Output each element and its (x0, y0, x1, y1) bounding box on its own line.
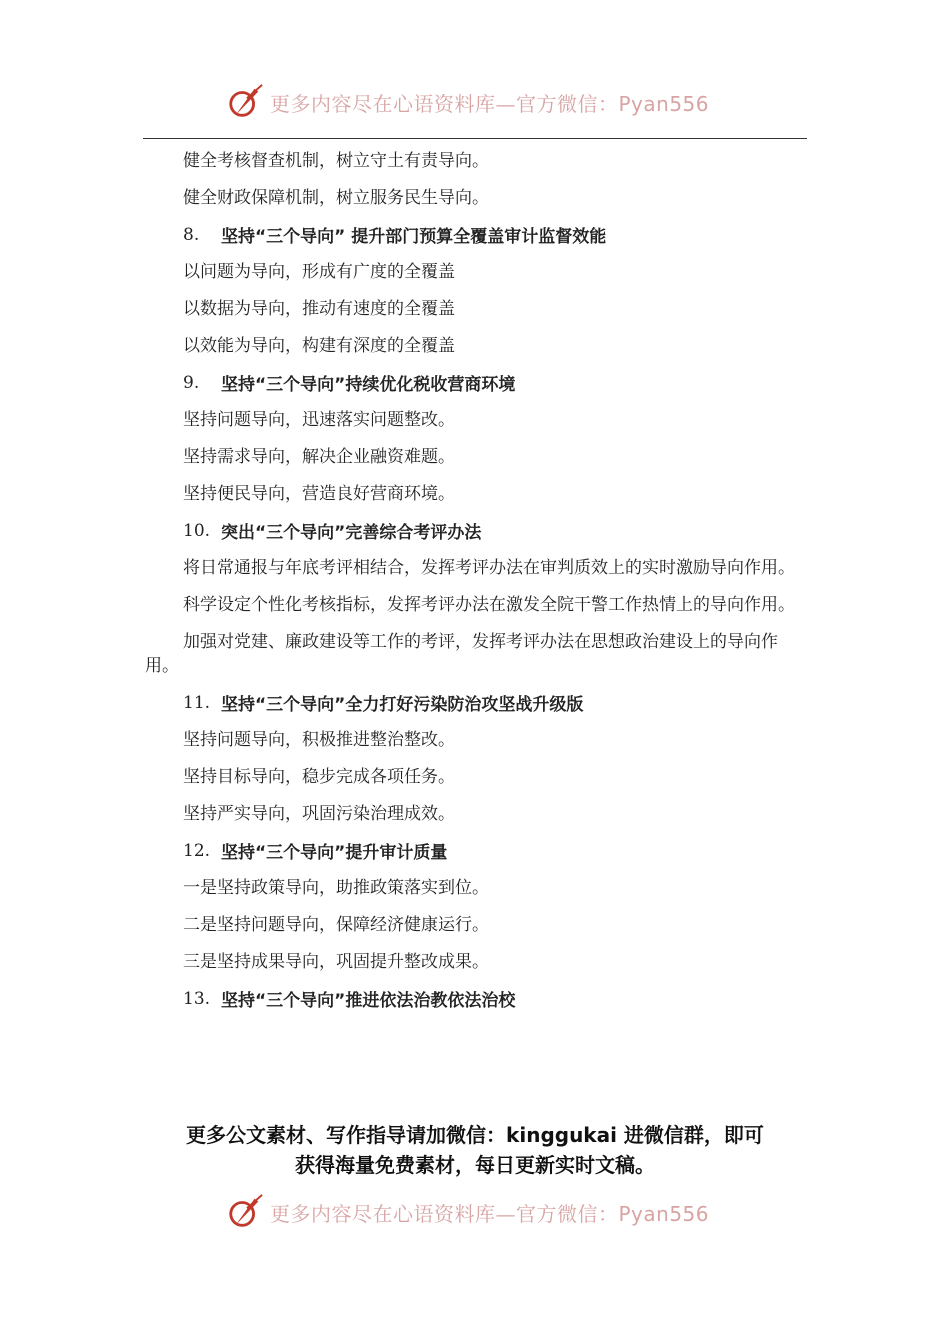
promo-line-2: 获得海量免费素材，每日更新实时文稿。 (295, 1153, 655, 1177)
banner-text: 更多内容尽在心语资料库—官方微信：Pyan556 (270, 91, 710, 116)
header-banner (0, 82, 950, 122)
quill-logo-icon (226, 1193, 264, 1231)
paragraph: 三是坚持成果导向，巩固提升整改成果。 (183, 951, 489, 972)
section-heading (145, 980, 800, 1017)
paragraph: 一是坚持政策导向，助推政策落实到位。 (183, 877, 489, 898)
paragraph: 以数据为导向，推动有速度的全覆盖 (183, 298, 455, 319)
paragraph: 健全考核督查机制，树立守土有责导向。 (183, 150, 489, 171)
paragraph: 以效能为导向，构建有深度的全覆盖 (183, 335, 455, 356)
section-number: 8. (183, 224, 200, 245)
section-title: 坚持“三个导向”提升审计质量 (221, 843, 448, 863)
paragraph: 将日常通报与年底考评相结合，发挥考评办法在审判质效上的实时激励导向作用。 (183, 558, 795, 578)
section-heading (145, 364, 800, 401)
section-number: 12. (183, 840, 211, 861)
paragraph: 坚持严实导向，巩固污染治理成效。 (183, 803, 455, 824)
footer-banner (0, 1192, 950, 1232)
section-heading (145, 684, 800, 721)
paragraph: 以问题为导向，形成有广度的全覆盖 (183, 261, 455, 282)
paragraph: 坚持问题导向，积极推进整治整改。 (183, 729, 455, 750)
promo-text (130, 1120, 820, 1180)
paragraph: 二是坚持问题导向，保障经济健康运行。 (183, 914, 489, 935)
section-heading (145, 512, 800, 549)
paragraph: 科学设定个性化考核指标，发挥考评办法在激发全院干警工作热情上的导向作用。 (183, 595, 795, 615)
paragraph: 坚持需求导向，解决企业融资难题。 (183, 446, 455, 467)
banner-wechat-id: Pyan556 (618, 91, 710, 116)
quill-logo-icon (226, 83, 264, 121)
header-divider (143, 138, 807, 139)
paragraph: 坚持便民导向，营造良好营商环境。 (183, 483, 455, 504)
section-title: 坚持“三个导向”持续优化税收营商环境 (221, 375, 516, 395)
section-heading (145, 832, 800, 869)
promo-line-1: 更多公文素材、写作指导请加微信：kinggukai 进微信群，即可 (186, 1123, 764, 1147)
section-title: 坚持“三个导向” 提升部门预算全覆盖审计监督效能 (221, 227, 607, 247)
section-number: 10. (183, 520, 211, 541)
section-title: 突出“三个导向”完善综合考评办法 (221, 523, 482, 543)
paragraph: 坚持目标导向，稳步完成各项任务。 (183, 766, 455, 787)
section-heading (145, 216, 800, 253)
banner-text: 更多内容尽在心语资料库—官方微信：Pyan556 (270, 1201, 710, 1226)
section-title: 坚持“三个导向”推进依法治教依法治校 (221, 991, 516, 1011)
paragraph: 健全财政保障机制，树立服务民生导向。 (183, 187, 489, 208)
banner-wechat-id: Pyan556 (618, 1201, 710, 1226)
paragraph: 加强对党建、廉政建设等工作的考评，发挥考评办法在思想政治建设上的导向作用。 (145, 632, 778, 676)
section-number: 11. (183, 692, 211, 713)
section-title: 坚持“三个导向”全力打好污染防治攻坚战升级版 (221, 695, 584, 715)
section-number: 9. (183, 372, 200, 393)
document-body (145, 142, 800, 1017)
paragraph: 坚持问题导向，迅速落实问题整改。 (183, 409, 455, 430)
section-number: 13. (183, 988, 211, 1009)
